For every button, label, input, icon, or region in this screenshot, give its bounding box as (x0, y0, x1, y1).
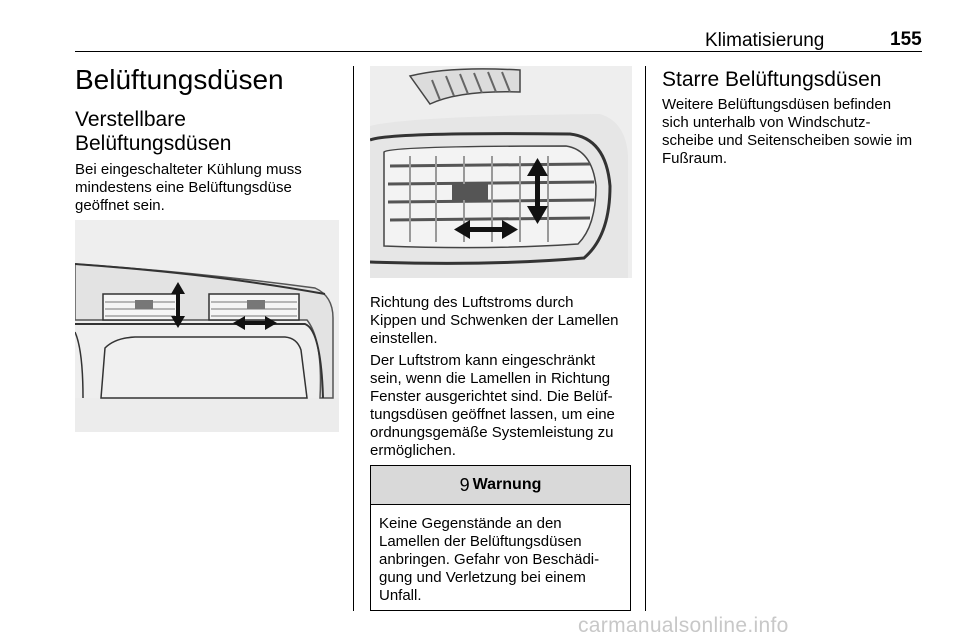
middle-para2-line-1: Der Luftstrom kann eingeschränkt (370, 352, 596, 369)
right-body-line-3: scheibe und Seitenscheiben sowie im (662, 132, 913, 149)
middle-para2-line-6: ermöglichen. (370, 442, 456, 459)
warning-line-2: Lamellen der Belüftungsdüsen (379, 533, 582, 550)
middle-para2-line-4: tungsdüsen geöffnet lassen, um eine (370, 406, 615, 423)
warning-symbol-icon: 9 (459, 474, 470, 495)
right-section-heading: Starre Belüftungsdüsen (662, 68, 882, 91)
header-rule (75, 51, 922, 52)
middle-para2-line-3: Fenster ausgerichtet sind. Die Belüf- (370, 388, 613, 405)
subsection-heading-line2: Belüftungsdüsen (75, 132, 232, 155)
watermark-text: carmanualsonline.info (578, 614, 789, 637)
column-divider-left (353, 66, 354, 611)
warning-body (371, 505, 630, 605)
warning-line-1: Keine Gegenstände an den (379, 515, 562, 532)
middle-para2-line-5: ordnungsgemäße Systemleistung zu (370, 424, 614, 441)
warning-box (370, 465, 631, 611)
middle-para2-line-2: sein, wenn die Lamellen in Richtung (370, 370, 611, 387)
middle-para1-line-3: einstellen. (370, 330, 438, 347)
right-body-line-4: Fußraum. (662, 150, 728, 167)
running-header-title: Klimatisierung (705, 30, 825, 51)
middle-para1-line-2: Kippen und Schwenken der Lamellen (370, 312, 619, 329)
page-number: 155 (890, 29, 922, 50)
middle-para1-line-1: Richtung des Luftstroms durch (370, 294, 574, 311)
left-body-line-3: geöffnet sein. (75, 197, 165, 214)
right-body-line-1: Weitere Belüftungsdüsen befinden (662, 96, 892, 113)
right-body-line-2: sich unterhalb von Windschutz- (662, 114, 871, 131)
subsection-heading-line1: Verstellbare (75, 108, 186, 131)
warning-title: Warnung (472, 476, 542, 493)
left-body-line-1: Bei eingeschalteter Kühlung muss (75, 161, 302, 178)
warning-line-3: anbringen. Gefahr von Beschädi- (379, 551, 600, 568)
column-divider-right (645, 66, 646, 611)
dashboard-vents-illustration (75, 220, 339, 432)
section-heading: Belüftungsdüsen (75, 64, 284, 95)
warning-line-5: Unfall. (379, 587, 422, 604)
warning-line-4: gung und Verletzung bei einem (379, 569, 586, 586)
warning-header (371, 466, 630, 505)
left-body-line-2: mindestens eine Belüftungsdüse (75, 179, 292, 196)
side-vent-illustration (370, 66, 632, 278)
